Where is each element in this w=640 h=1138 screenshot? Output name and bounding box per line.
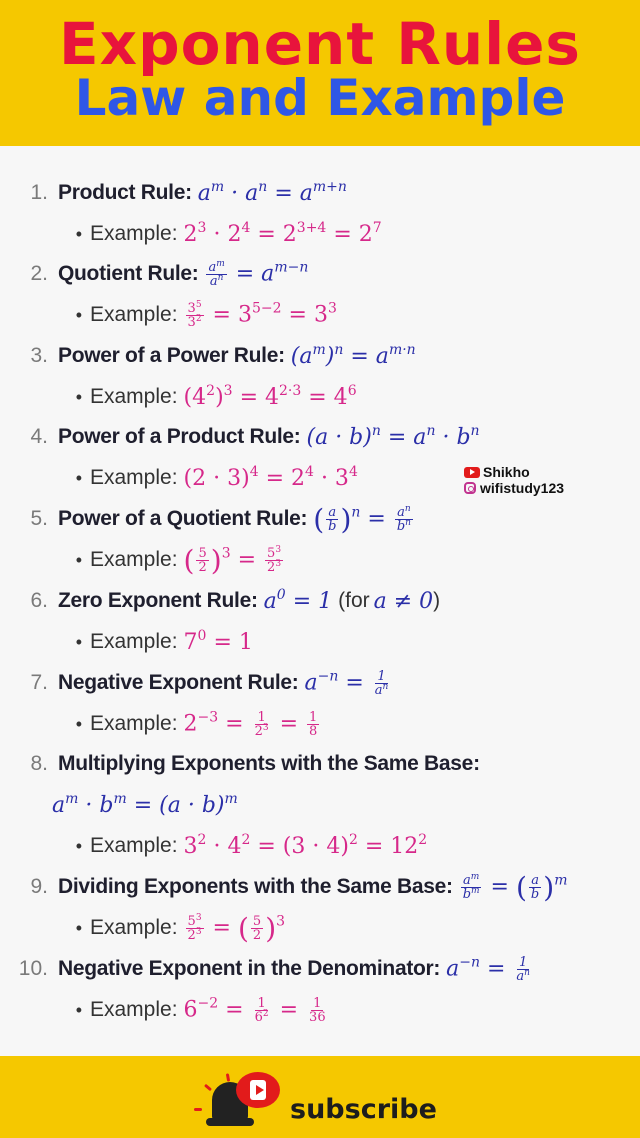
example-label: Example: (90, 385, 178, 408)
watermark-instagram-text: wifistudy123 (480, 480, 565, 496)
example-formula: $\frac{5^3}{2^3}$ = ( $\frac{5}{2}$ )$^3$ (187, 911, 286, 945)
rule-number: 6. (30, 589, 48, 612)
rule-condition-suffix: ) (433, 589, 441, 612)
example-formula: ( $\frac{5}{2}$ )$^3$ = $\frac{5^3}{2^3}$ (183, 543, 282, 577)
bullet: • (75, 223, 82, 244)
rule-number: 3. (30, 344, 48, 367)
rule-row (0, 173, 347, 213)
rule-name: Power of a Quotient Rule: (58, 507, 308, 530)
example-label: Example: (90, 916, 178, 939)
example-label: Example: (90, 222, 178, 245)
youtube-icon (464, 467, 480, 478)
rule-number: 8. (30, 752, 48, 775)
rule-name: Product Rule: (58, 181, 192, 204)
example-row (0, 704, 321, 744)
rule-formula: $(a \cdot b)^n = a^n \cdot b^n$ (306, 422, 480, 450)
example-formula: $2^{-3}$ = $\frac{1}{2^3}$ = $\frac{1}{8}$ (183, 709, 318, 739)
watermark-youtube-text: Shikho (483, 464, 530, 480)
example-row (0, 540, 285, 580)
rule-name: Power of a Product Rule: (58, 425, 301, 448)
rule-row (0, 581, 440, 621)
rule-row (0, 417, 480, 457)
instagram-icon (464, 482, 476, 494)
page-title: Exponent Rules (59, 10, 581, 78)
example-label: Example: (90, 630, 178, 653)
rules-panel (0, 146, 640, 1056)
example-formula: $6^{-2}$ = $\frac{1}{6^2}$ = $\frac{1}{36}$ (183, 995, 326, 1025)
example-formula: $(2 \cdot 3)^4 = 2^4 \cdot 3^4$ (183, 463, 358, 491)
rule-number: 4. (30, 425, 48, 448)
rule-name: Multiplying Exponents with the Same Base: (58, 752, 480, 775)
rule-formula: $\frac{a^m}{a^n}$ = $a^{m-n}$ (208, 258, 309, 289)
rule-formula: $a^{-n}$ = $\frac{1}{a^n}$ (304, 668, 389, 698)
example-formula: $\frac{3^5}{3^2}$ = $3^{5-2} = 3^3$ (187, 299, 337, 330)
watermark-instagram (464, 480, 564, 496)
rule-row (0, 499, 415, 539)
subscribe-button[interactable]: subscribe (290, 1094, 437, 1125)
rule-formula: $(a^m)^n = a^{m\cdot n}$ (290, 341, 416, 369)
example-formula: $(4^2)^3 = 4^{2\cdot 3} = 4^6$ (183, 382, 357, 410)
bullet: • (75, 835, 82, 856)
example-label: Example: (90, 834, 178, 857)
rule-condition-prefix: (for (338, 589, 370, 612)
example-row (0, 622, 253, 662)
bullet: • (75, 999, 82, 1020)
rule-number: 10. (18, 957, 48, 980)
example-row (0, 295, 337, 335)
rule-formula: ( $\frac{a}{b}$ )$^n$ = $\frac{a^n}{b^n}$ (313, 502, 411, 536)
bullet: • (75, 631, 82, 652)
bullet: • (75, 467, 82, 488)
rule-formula: $a^{-n}$ = $\frac{1}{a^n}$ (446, 954, 530, 984)
example-row (0, 214, 382, 254)
rule-row (0, 867, 567, 907)
rule-number: 1. (30, 181, 48, 204)
rule-formula: $a^m \cdot b^m = (a \cdot b)^m$ (52, 790, 238, 818)
rule-formula: $a^0 = 1$ (263, 586, 333, 614)
page-subtitle: Law and Example (74, 69, 566, 127)
rule-name: Zero Exponent Rule: (58, 589, 258, 612)
example-label: Example: (90, 998, 178, 1021)
example-label: Example: (90, 548, 178, 571)
bullet: • (75, 713, 82, 734)
example-row (0, 458, 358, 498)
header (0, 0, 640, 146)
rule-name: Dividing Exponents with the Same Base: (58, 875, 453, 898)
youtube-play-icon[interactable] (236, 1072, 280, 1108)
example-label: Example: (90, 466, 178, 489)
rule-row (0, 744, 480, 784)
watermark-youtube (464, 464, 530, 480)
spark-icon (194, 1108, 202, 1111)
rule-row (0, 949, 534, 989)
rule-formula: $a^m \cdot a^n = a^{m+n}$ (197, 178, 347, 206)
rule-row (0, 663, 392, 703)
bullet: • (75, 386, 82, 407)
example-label: Example: (90, 303, 178, 326)
rule-formula-row (52, 785, 238, 825)
rule-number: 2. (30, 262, 48, 285)
rule-row (0, 336, 416, 376)
example-row (0, 908, 285, 948)
example-formula: $2^3 \cdot 2^4 = 2^{3+4} = 2^7$ (183, 219, 382, 247)
rule-number: 7. (30, 671, 48, 694)
example-formula: $7^0 = 1$ (183, 627, 253, 655)
rule-name: Negative Exponent Rule: (58, 671, 299, 694)
rule-condition: a ≠ 0 (373, 588, 434, 614)
rule-name: Quotient Rule: (58, 262, 199, 285)
example-row (0, 826, 427, 866)
bullet: • (75, 304, 82, 325)
rule-row (0, 254, 308, 294)
rule-formula: $\frac{a^m}{b^m}$ = ( $\frac{a}{b}$ )$^m$ (462, 870, 568, 904)
rule-name: Power of a Power Rule: (58, 344, 285, 367)
example-formula: $3^2 \cdot 4^2 = (3 \cdot 4)^2 = 12^2$ (183, 831, 428, 859)
rule-number: 5. (30, 507, 48, 530)
rule-name: Negative Exponent in the Denominator: (58, 957, 441, 980)
example-label: Example: (90, 712, 178, 735)
example-row (0, 377, 357, 417)
example-row (0, 990, 330, 1030)
bullet: • (75, 917, 82, 938)
bullet: • (75, 549, 82, 570)
rule-number: 9. (30, 875, 48, 898)
